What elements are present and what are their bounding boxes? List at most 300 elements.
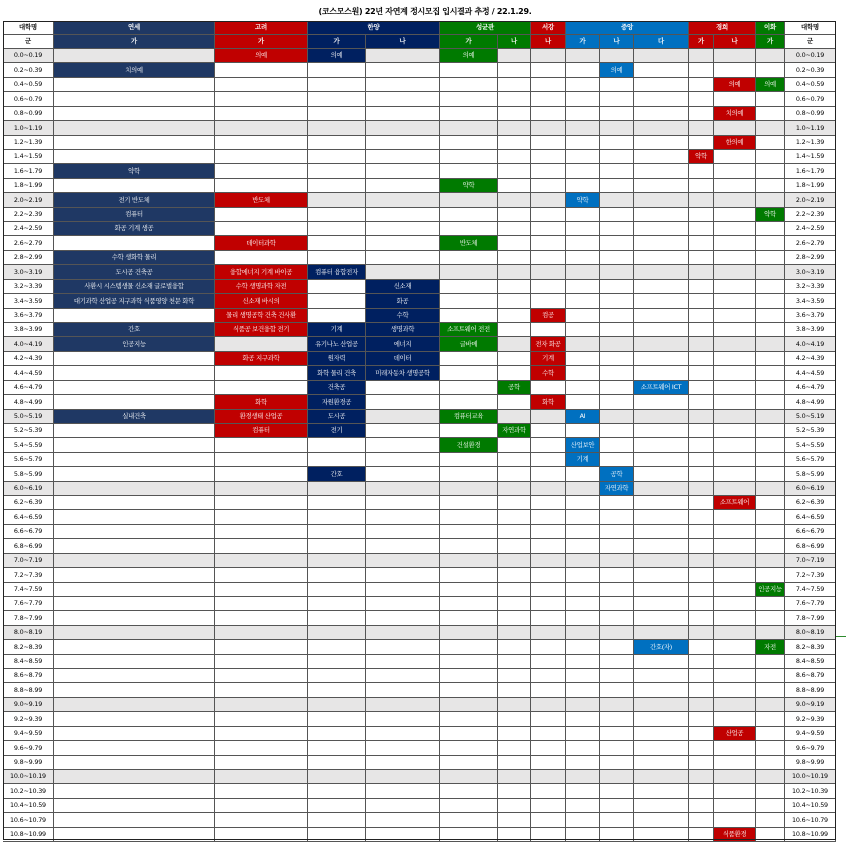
table-cell — [531, 496, 566, 510]
table-cell — [440, 683, 498, 698]
table-cell — [689, 337, 714, 352]
row-label-right: 5.6~5.79 — [785, 453, 836, 467]
table-cell — [756, 510, 785, 525]
row-label-right: 0.6~0.79 — [785, 92, 836, 107]
table-cell — [440, 78, 498, 92]
table-cell — [215, 784, 308, 799]
page-title: (코스모스원) 22년 자연계 정시모집 입시결과 추정 / 22.1.29. — [318, 7, 532, 16]
table-cell — [714, 756, 756, 770]
table-cell — [566, 568, 600, 583]
major-entry: 식품공 보건융합 전기 — [215, 323, 308, 337]
table-cell — [440, 568, 498, 583]
table-cell — [366, 208, 440, 222]
table-cell — [498, 337, 531, 352]
table-cell — [600, 453, 634, 467]
table-cell — [600, 395, 634, 410]
table-cell — [440, 381, 498, 395]
row-label-left: 10.6~10.79 — [3, 813, 54, 828]
table-cell — [756, 107, 785, 121]
row-label-left: 1.8~1.99 — [3, 179, 54, 193]
table-cell — [634, 539, 689, 554]
table-cell — [54, 828, 215, 842]
table-cell — [756, 337, 785, 352]
table-cell — [689, 381, 714, 395]
table-cell — [714, 539, 756, 554]
major-entry: 산업공 — [714, 727, 756, 741]
table-cell — [54, 770, 215, 784]
table-cell — [756, 496, 785, 510]
table-cell — [308, 92, 366, 107]
major-entry: 인공지능 — [756, 583, 785, 597]
table-cell — [600, 222, 634, 236]
table-cell — [308, 770, 366, 784]
table-cell — [440, 265, 498, 280]
table-cell — [498, 611, 531, 626]
table-cell — [498, 813, 531, 828]
row-label-left: 9.8~9.99 — [3, 756, 54, 770]
table-cell — [366, 78, 440, 92]
table-cell — [54, 366, 215, 381]
table-cell — [634, 784, 689, 799]
table-cell — [215, 683, 308, 698]
table-cell — [566, 597, 600, 611]
row-label-right: 10.2~10.39 — [785, 784, 836, 799]
table-cell — [366, 107, 440, 121]
row-label-left: 3.2~3.39 — [3, 280, 54, 294]
table-cell — [498, 482, 531, 496]
table-cell — [440, 467, 498, 482]
table-cell — [566, 510, 600, 525]
table-cell — [440, 640, 498, 655]
table-cell — [689, 410, 714, 424]
table-cell — [531, 784, 566, 799]
table-cell — [215, 525, 308, 539]
table-cell — [634, 467, 689, 482]
table-cell — [54, 813, 215, 828]
major-entry: 산업보안 — [566, 438, 600, 453]
table-cell — [366, 265, 440, 280]
table-cell — [714, 150, 756, 164]
row-label-right: 9.4~9.59 — [785, 727, 836, 741]
group-header: 나 — [498, 35, 531, 49]
table-cell — [600, 756, 634, 770]
table-cell — [498, 799, 531, 813]
table-cell — [600, 525, 634, 539]
table-cell — [531, 597, 566, 611]
row-label-right: 4.4~4.59 — [785, 366, 836, 381]
table-cell — [54, 136, 215, 150]
table-cell — [498, 222, 531, 236]
table-cell — [714, 381, 756, 395]
major-entry: 치의예 — [54, 63, 215, 78]
table-cell — [440, 525, 498, 539]
table-cell — [440, 482, 498, 496]
table-cell — [600, 179, 634, 193]
table-cell — [54, 712, 215, 727]
table-cell — [600, 265, 634, 280]
table-cell — [54, 640, 215, 655]
row-label-right: 5.2~5.39 — [785, 424, 836, 438]
table-cell — [689, 554, 714, 568]
table-cell — [689, 208, 714, 222]
table-cell — [566, 136, 600, 150]
table-cell — [634, 756, 689, 770]
major-entry: 자전 — [756, 640, 785, 655]
row-label-left: 5.6~5.79 — [3, 453, 54, 467]
table-cell — [498, 236, 531, 251]
table-cell — [566, 236, 600, 251]
table-cell — [366, 756, 440, 770]
table-cell — [600, 136, 634, 150]
table-cell — [600, 770, 634, 784]
table-cell — [566, 741, 600, 756]
table-cell — [600, 683, 634, 698]
table-cell — [566, 655, 600, 669]
table-cell — [689, 63, 714, 78]
table-cell — [689, 655, 714, 669]
group-header: 나 — [600, 35, 634, 49]
table-cell — [756, 799, 785, 813]
row-label-right: 6.4~6.59 — [785, 510, 836, 525]
table-cell — [531, 669, 566, 683]
table-cell — [600, 208, 634, 222]
table-cell — [689, 611, 714, 626]
table-cell — [54, 496, 215, 510]
table-cell — [215, 510, 308, 525]
table-cell — [566, 323, 600, 337]
group-header: 가 — [756, 35, 785, 49]
univ-label-left: 대학명 — [3, 21, 54, 35]
university-header: 연세 — [54, 21, 215, 35]
table-cell — [566, 539, 600, 554]
major-entry: 의예 — [756, 78, 785, 92]
table-cell — [714, 510, 756, 525]
table-cell — [54, 510, 215, 525]
table-cell — [600, 727, 634, 741]
row-label-left: 9.4~9.59 — [3, 727, 54, 741]
table-cell — [54, 669, 215, 683]
table-cell — [366, 784, 440, 799]
table-cell — [531, 741, 566, 756]
table-cell — [308, 164, 366, 179]
row-label-right: 10.0~10.19 — [785, 770, 836, 784]
table-cell — [756, 251, 785, 265]
table-cell — [566, 640, 600, 655]
table-cell — [498, 583, 531, 597]
row-label-left: 10.8~10.99 — [3, 828, 54, 842]
table-cell — [308, 294, 366, 309]
table-cell — [308, 121, 366, 136]
table-cell — [756, 150, 785, 164]
university-header: 서강 — [531, 21, 566, 35]
table-cell — [566, 294, 600, 309]
major-entry: 화공 기계 생공 — [54, 222, 215, 236]
table-cell — [54, 236, 215, 251]
row-label-right: 5.0~5.19 — [785, 410, 836, 424]
table-cell — [308, 193, 366, 208]
table-cell — [366, 655, 440, 669]
table-cell — [308, 640, 366, 655]
group-header: 가 — [440, 35, 498, 49]
table-cell — [634, 294, 689, 309]
table-cell — [215, 337, 308, 352]
row-label-right: 2.0~2.19 — [785, 193, 836, 208]
table-cell — [714, 683, 756, 698]
row-label-right: 4.8~4.99 — [785, 395, 836, 410]
row-label-right: 0.2~0.39 — [785, 63, 836, 78]
table-cell — [756, 323, 785, 337]
table-cell — [756, 770, 785, 784]
group-label-right: 군 — [785, 35, 836, 49]
row-label-right: 3.4~3.59 — [785, 294, 836, 309]
group-header: 가 — [689, 35, 714, 49]
table-cell — [440, 539, 498, 554]
table-cell — [714, 352, 756, 366]
group-label-left: 군 — [3, 35, 54, 49]
table-cell — [215, 78, 308, 92]
table-cell — [308, 179, 366, 193]
table-cell — [634, 683, 689, 698]
table-cell — [600, 150, 634, 164]
table-cell — [308, 309, 366, 323]
table-cell — [634, 597, 689, 611]
table-cell — [689, 784, 714, 799]
table-cell — [714, 410, 756, 424]
table-cell — [634, 626, 689, 640]
table-cell — [600, 611, 634, 626]
table-cell — [756, 222, 785, 236]
table-cell — [689, 799, 714, 813]
row-label-left: 4.4~4.59 — [3, 366, 54, 381]
row-label-right: 1.8~1.99 — [785, 179, 836, 193]
table-cell — [600, 410, 634, 424]
table-cell — [634, 49, 689, 63]
row-label-left: 2.2~2.39 — [3, 208, 54, 222]
table-cell — [756, 712, 785, 727]
table-cell — [756, 294, 785, 309]
table-cell — [689, 828, 714, 842]
table-cell — [498, 352, 531, 366]
table-cell — [634, 121, 689, 136]
major-entry: 에너지 — [366, 337, 440, 352]
table-cell — [756, 597, 785, 611]
row-label-left: 7.4~7.59 — [3, 583, 54, 597]
table-cell — [308, 727, 366, 741]
table-cell — [566, 554, 600, 568]
row-label-left: 5.4~5.59 — [3, 438, 54, 453]
table-cell — [308, 236, 366, 251]
table-cell — [498, 193, 531, 208]
table-cell — [531, 467, 566, 482]
table-cell — [54, 179, 215, 193]
table-cell — [308, 784, 366, 799]
row-label-right: 10.4~10.59 — [785, 799, 836, 813]
table-cell — [600, 366, 634, 381]
table-cell — [531, 770, 566, 784]
table-cell — [440, 92, 498, 107]
major-entry: 실내건축 — [54, 410, 215, 424]
table-cell — [308, 828, 366, 842]
table-cell — [634, 150, 689, 164]
table-cell — [531, 626, 566, 640]
major-entry: 의예 — [714, 78, 756, 92]
table-cell — [531, 453, 566, 467]
major-entry: 간호(자) — [634, 640, 689, 655]
table-cell — [531, 482, 566, 496]
row-label-left: 5.8~5.99 — [3, 467, 54, 482]
table-cell — [689, 568, 714, 583]
table-cell — [689, 164, 714, 179]
table-cell — [366, 554, 440, 568]
table-cell — [634, 337, 689, 352]
table-cell — [714, 640, 756, 655]
table-cell — [498, 63, 531, 78]
table-cell — [566, 525, 600, 539]
table-cell — [689, 453, 714, 467]
table-cell — [366, 583, 440, 597]
major-entry: 데이터과학 — [215, 236, 308, 251]
table-cell — [689, 712, 714, 727]
table-cell — [498, 208, 531, 222]
major-entry: 전자 화공 — [531, 337, 566, 352]
row-label-left: 2.6~2.79 — [3, 236, 54, 251]
row-label-right: 2.2~2.39 — [785, 208, 836, 222]
table-cell — [366, 741, 440, 756]
table-cell — [689, 236, 714, 251]
major-entry: 치의예 — [714, 107, 756, 121]
major-entry: 기계 — [531, 352, 566, 366]
group-header: 가 — [308, 35, 366, 49]
stray-mark — [836, 636, 846, 637]
table-cell — [308, 554, 366, 568]
table-cell — [689, 193, 714, 208]
table-cell — [566, 813, 600, 828]
table-cell — [756, 626, 785, 640]
table-cell — [634, 698, 689, 712]
table-cell — [308, 655, 366, 669]
table-cell — [215, 92, 308, 107]
table-cell — [634, 510, 689, 525]
table-cell — [54, 482, 215, 496]
major-entry: 약학 — [566, 193, 600, 208]
table-cell — [756, 813, 785, 828]
table-cell — [689, 539, 714, 554]
table-cell — [531, 208, 566, 222]
major-entry: 컴공 — [531, 309, 566, 323]
table-cell — [54, 554, 215, 568]
table-cell — [54, 467, 215, 482]
table-cell — [714, 222, 756, 236]
table-cell — [366, 597, 440, 611]
table-cell — [531, 136, 566, 150]
table-cell — [498, 49, 531, 63]
table-cell — [215, 640, 308, 655]
table-cell — [308, 712, 366, 727]
major-entry: 간호 — [308, 467, 366, 482]
table-cell — [600, 294, 634, 309]
table-cell — [54, 92, 215, 107]
table-cell — [366, 438, 440, 453]
table-cell — [498, 727, 531, 741]
table-cell — [440, 655, 498, 669]
table-cell — [634, 410, 689, 424]
table-cell — [498, 712, 531, 727]
table-cell — [634, 453, 689, 467]
table-cell — [600, 438, 634, 453]
table-cell — [215, 222, 308, 236]
table-cell — [440, 136, 498, 150]
table-cell — [566, 92, 600, 107]
table-cell — [689, 741, 714, 756]
table-cell — [634, 669, 689, 683]
table-cell — [531, 251, 566, 265]
table-cell — [308, 208, 366, 222]
table-cell — [215, 150, 308, 164]
table-cell — [215, 482, 308, 496]
table-cell — [308, 626, 366, 640]
table-cell — [498, 626, 531, 640]
table-cell — [634, 352, 689, 366]
table-cell — [600, 828, 634, 842]
major-entry: 화학 — [215, 395, 308, 410]
table-cell — [634, 727, 689, 741]
table-cell — [600, 107, 634, 121]
major-entry: 소프트웨어 — [714, 496, 756, 510]
table-cell — [498, 164, 531, 179]
major-entry: 자원환경공 — [308, 395, 366, 410]
table-cell — [714, 698, 756, 712]
table-cell — [566, 712, 600, 727]
table-cell — [756, 727, 785, 741]
row-label-left: 4.2~4.39 — [3, 352, 54, 366]
table-cell — [634, 712, 689, 727]
table-cell — [566, 208, 600, 222]
table-cell — [714, 568, 756, 583]
table-cell — [566, 395, 600, 410]
row-label-right: 6.6~6.79 — [785, 525, 836, 539]
table-cell — [714, 741, 756, 756]
row-label-left: 4.6~4.79 — [3, 381, 54, 395]
group-header: 가 — [566, 35, 600, 49]
table-cell — [440, 741, 498, 756]
table-cell — [215, 583, 308, 597]
table-cell — [566, 784, 600, 799]
table-cell — [440, 294, 498, 309]
major-entry: 미래자동차 생명공학 — [366, 366, 440, 381]
table-cell — [756, 136, 785, 150]
university-header: 중앙 — [566, 21, 689, 35]
table-cell — [634, 78, 689, 92]
table-cell — [366, 525, 440, 539]
table-cell — [54, 799, 215, 813]
group-header: 다 — [634, 35, 689, 49]
table-cell — [634, 208, 689, 222]
table-cell — [498, 366, 531, 381]
table-cell — [600, 49, 634, 63]
table-cell — [440, 496, 498, 510]
row-label-left: 1.2~1.39 — [3, 136, 54, 150]
major-entry: 원자력 — [308, 352, 366, 366]
row-label-right: 2.6~2.79 — [785, 236, 836, 251]
table-cell — [531, 424, 566, 438]
table-cell — [54, 107, 215, 121]
table-cell — [498, 121, 531, 136]
table-cell — [308, 136, 366, 150]
table-cell — [440, 164, 498, 179]
row-label-right: 3.0~3.19 — [785, 265, 836, 280]
table-cell — [566, 107, 600, 121]
table-cell — [566, 467, 600, 482]
